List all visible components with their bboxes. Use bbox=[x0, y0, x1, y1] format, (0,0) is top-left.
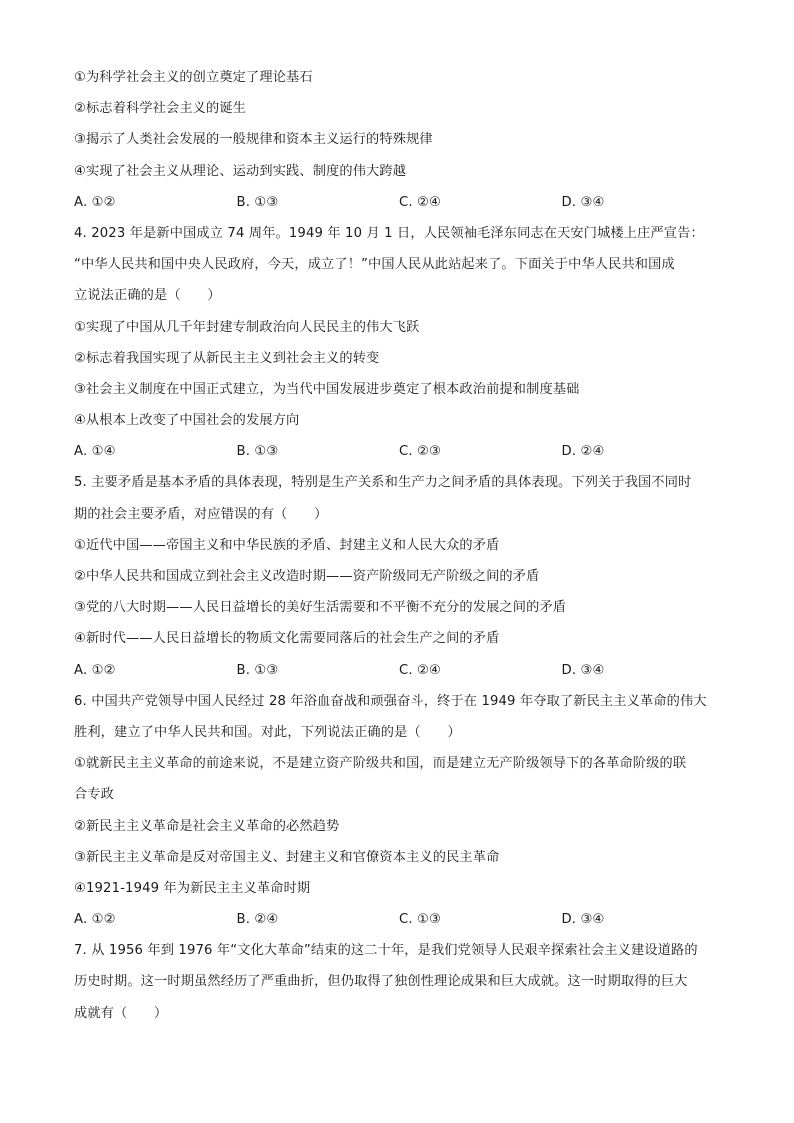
q6-item-1-cont: 合专政 bbox=[74, 787, 115, 803]
q6-stem-line-2: 胜利，建立了中华人民共和国。对此，下列说法正确的是（ ） bbox=[74, 724, 461, 740]
q6-option-b: B. ②④ bbox=[236, 912, 279, 928]
q5-options bbox=[74, 655, 724, 686]
q6-item-1: ①就新民主主义革命的前途来说，不是建立资产阶级共和国，而是建立无产阶级领导下的各革命阶级的联 bbox=[74, 756, 687, 772]
q4-item-1: ①实现了中国从几千年封建专制政治向人民民主的伟大飞跃 bbox=[74, 319, 420, 335]
q5-item-4: ④新时代——人民日益增长的物质文化需要同落后的社会生产之间的矛盾 bbox=[74, 631, 500, 647]
q5-item-1: ①近代中国——帝国主义和中华民族的矛盾、封建主义和人民大众的矛盾 bbox=[74, 537, 500, 553]
q6-option-d: D. ③④ bbox=[561, 912, 605, 928]
q3-item-1: ①为科学社会主义的创立奠定了理论基石 bbox=[74, 70, 313, 85]
q6-options bbox=[74, 904, 724, 935]
q6-option-a: A. ①② bbox=[74, 912, 116, 928]
q5-option-d: D. ③④ bbox=[561, 662, 605, 678]
q3-options bbox=[74, 187, 724, 218]
q5-item-2: ②中华人民共和国成立到社会主义改造时期——资产阶级同无产阶级之间的矛盾 bbox=[74, 569, 540, 584]
q4-option-b: B. ①③ bbox=[236, 444, 279, 460]
q4-stem-line-2: “中华人民共和国中央人民政府，今天，成立了！”中国人民从此站起来了。下面关于中华人民共和国成 bbox=[74, 257, 675, 273]
question-7 bbox=[74, 935, 724, 1029]
q4-item-2: ②标志着我国实现了从新民主主义到社会主义的转变 bbox=[74, 350, 380, 366]
question-3 bbox=[74, 62, 724, 218]
q7-stem-line-3: 成就有（ ） bbox=[74, 1005, 168, 1021]
question-6 bbox=[74, 686, 724, 936]
q5-stem-line-1: 5. 主要矛盾是基本矛盾的具体表现，特别是生产关系和生产力之间矛盾的具体表现。下列关于我国不同时 bbox=[74, 475, 692, 491]
q4-option-c: C. ②③ bbox=[399, 444, 441, 460]
exam-page bbox=[74, 62, 724, 1029]
q3-option-d: D. ③④ bbox=[561, 194, 605, 210]
q4-item-3: ③社会主义制度在中国正式建立，为当代中国发展进步奠定了根本政治前提和制度基础 bbox=[74, 381, 580, 397]
q6-stem-line-1: 6. 中国共产党领导中国人民经过 28 年浴血奋战和顽强奋斗，终于在 1949 年夺取了新民主主义革命的伟大 bbox=[74, 693, 707, 709]
q6-option-c: C. ①③ bbox=[399, 912, 441, 928]
question-4 bbox=[74, 218, 724, 468]
q4-item-4: ④从根本上改变了中国社会的发展方向 bbox=[74, 413, 300, 429]
q5-option-b: B. ①③ bbox=[236, 662, 279, 678]
q5-stem-line-2: 期的社会主要矛盾，对应错误的有（ ） bbox=[74, 506, 328, 522]
q4-options bbox=[74, 436, 724, 467]
q5-option-a: A. ①② bbox=[74, 662, 116, 678]
q5-option-c: C. ②④ bbox=[399, 662, 441, 678]
q4-stem-line-3: 立说法正确的是（ ） bbox=[74, 288, 221, 304]
q3-item-4: ④实现了社会主义从理论、运动到实践、制度的伟大跨越 bbox=[74, 163, 407, 179]
q3-option-b: B. ①③ bbox=[236, 194, 279, 210]
q4-option-a: A. ①④ bbox=[74, 444, 116, 460]
q6-item-2: ②新民主主义革命是社会主义革命的必然趋势 bbox=[74, 818, 340, 834]
q5-item-3: ③党的八大时期——人民日益增长的美好生活需要和不平衡不充分的发展之间的矛盾 bbox=[74, 600, 567, 616]
q6-item-4: ④1921-1949 年为新民主主义革命时期 bbox=[74, 880, 311, 896]
q3-option-a: A. ①② bbox=[74, 194, 116, 210]
q3-item-3: ③揭示了人类社会发展的一般规律和资本主义运行的特殊规律 bbox=[74, 132, 433, 148]
q7-stem-line-1: 7. 从 1956 年到 1976 年“文化大革命”结束的这二十年，是我们党领导人民艰辛探索社会主义建设道路的 bbox=[74, 943, 698, 959]
q7-stem-line-2: 历史时期。这一时期虽然经历了严重曲折，但仍取得了独创性理论成果和巨大成就。这一时期取得的巨大 bbox=[74, 974, 688, 990]
q4-stem-line-1: 4. 2023 年是新中国成立 74 周年。1949 年 10 月 1 日，人民领袖毛泽东同志在天安门城楼上庄严宣告： bbox=[74, 225, 704, 241]
q3-item-2: ②标志着科学社会主义的诞生 bbox=[74, 101, 247, 117]
q6-item-3: ③新民主主义革命是反对帝国主义、封建主义和官僚资本主义的民主革命 bbox=[74, 849, 500, 865]
question-5 bbox=[74, 467, 724, 685]
q3-option-c: C. ②④ bbox=[399, 194, 441, 210]
q4-option-d: D. ②④ bbox=[561, 444, 605, 460]
